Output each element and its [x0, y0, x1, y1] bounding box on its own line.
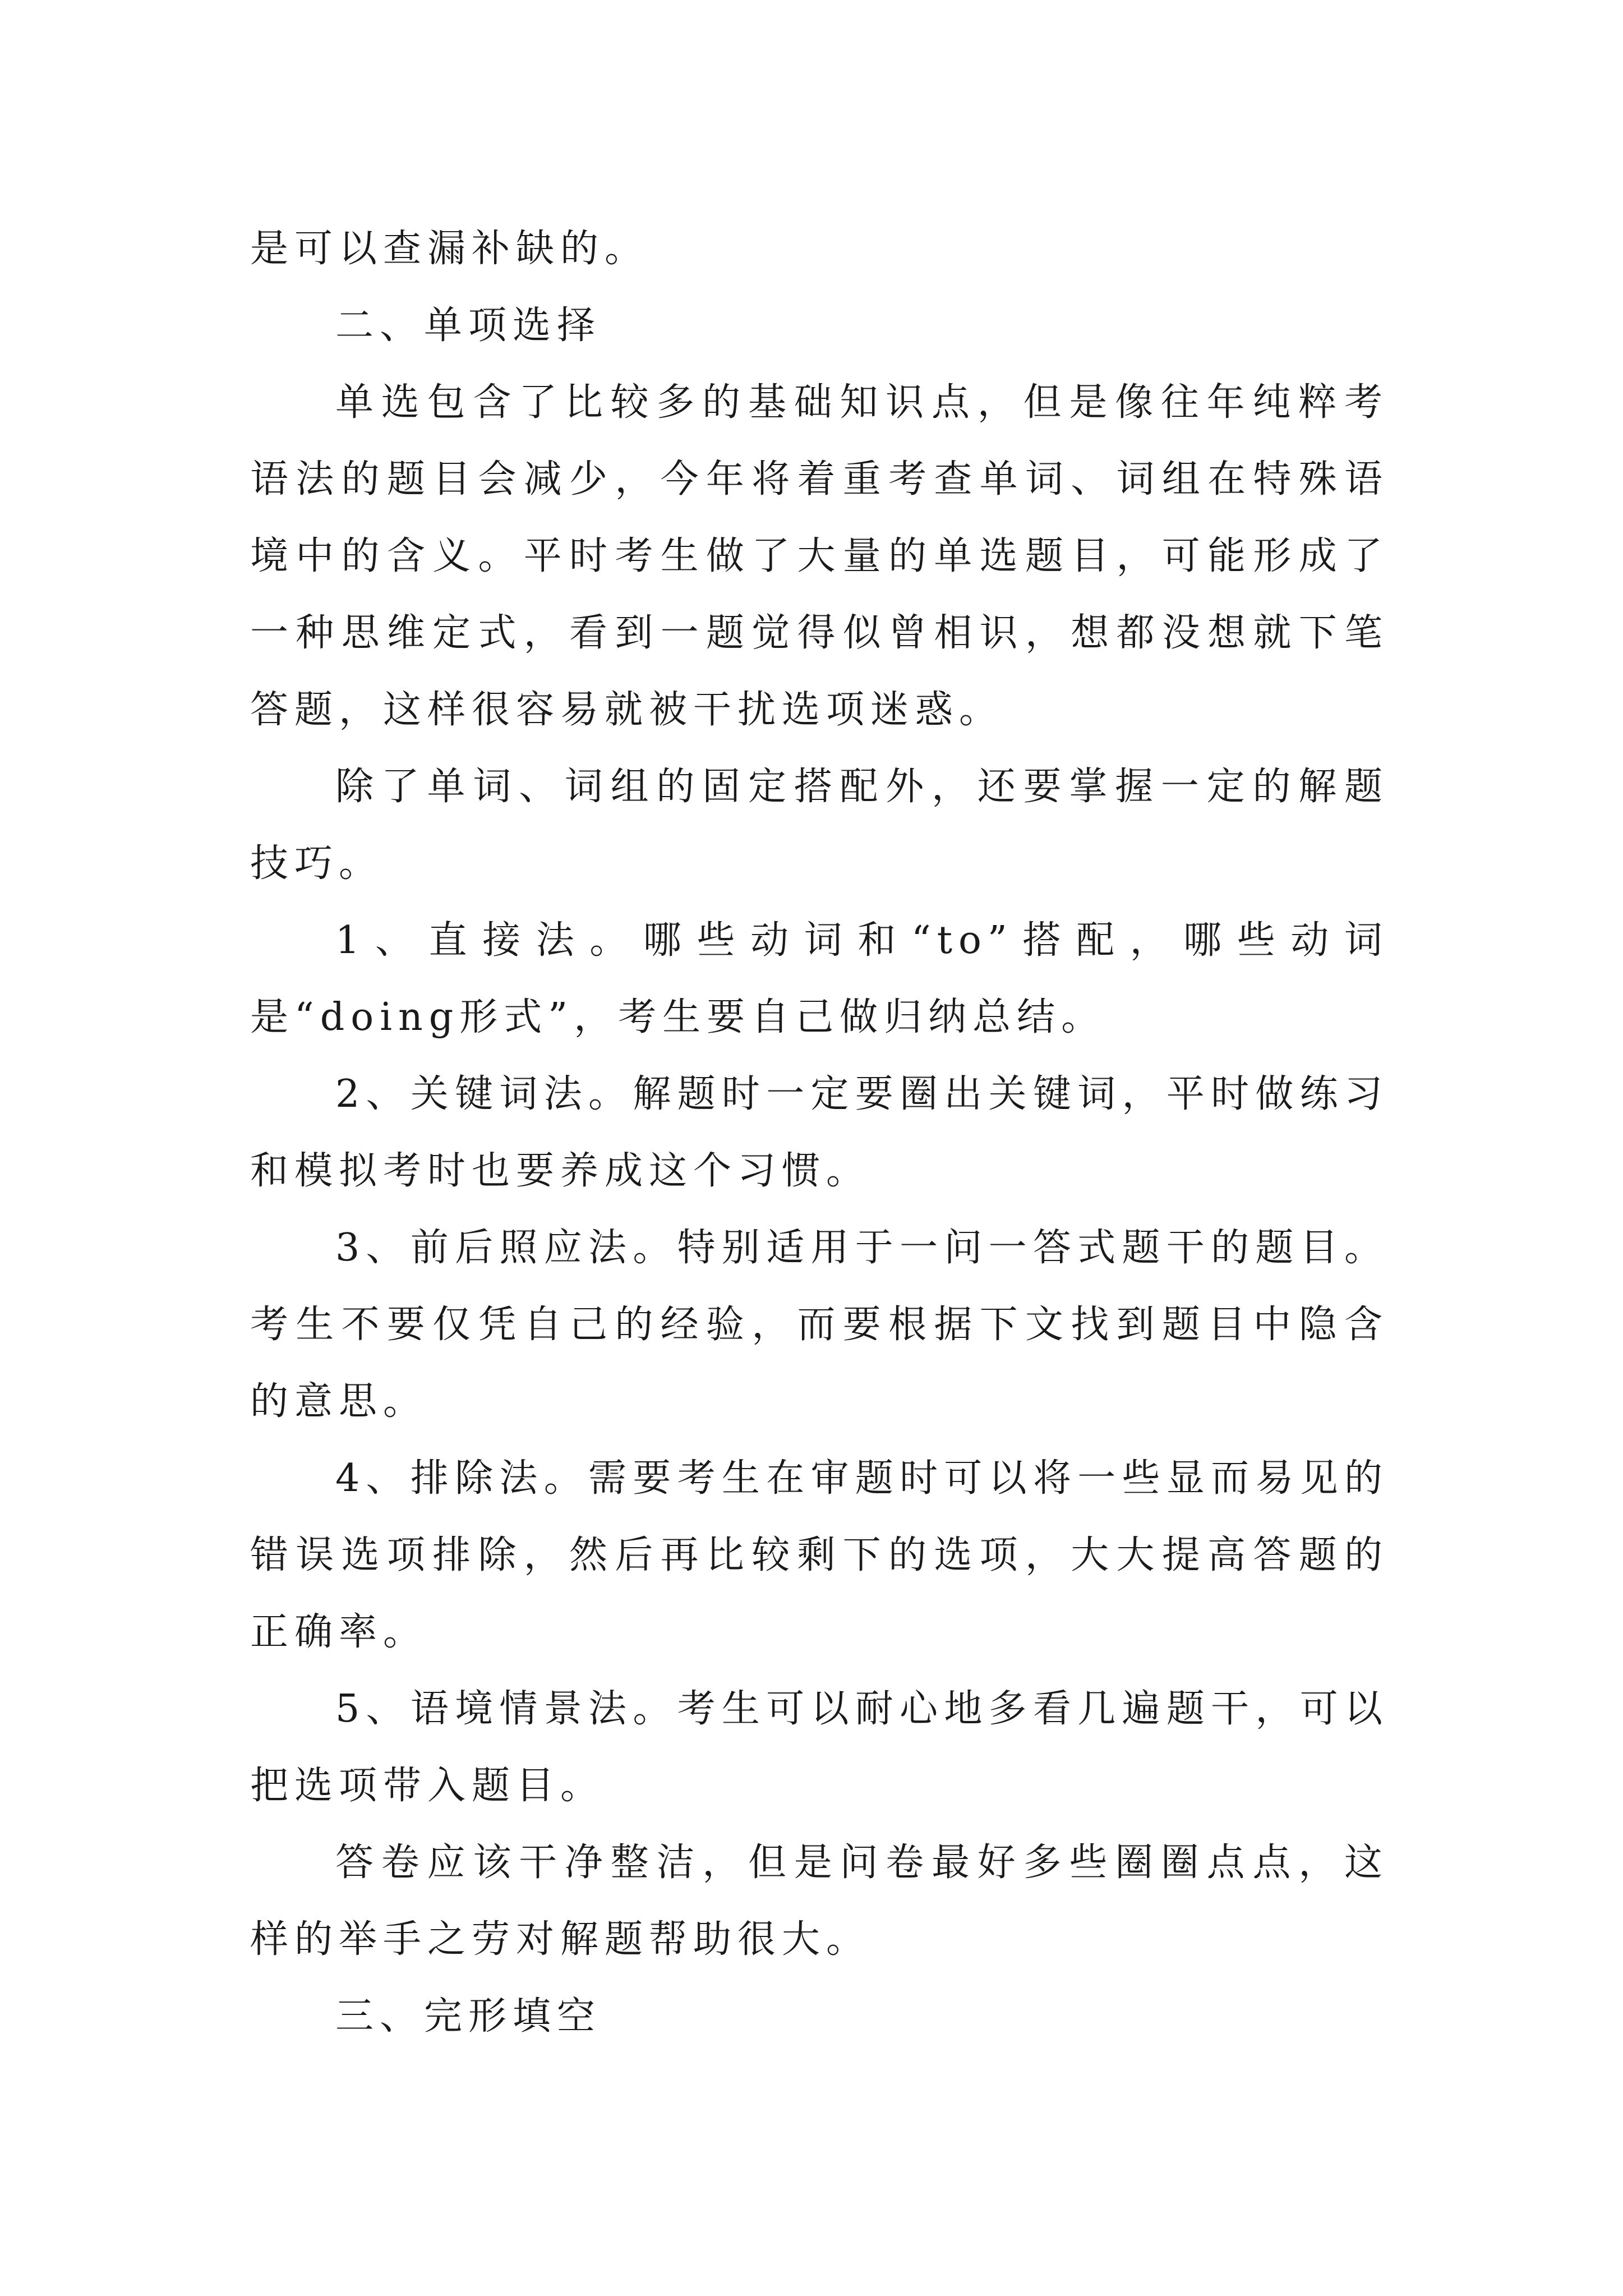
paragraph-keyword-method: 2、关键词法。解题时一定要圈出关键词，平时做练习和模拟考时也要养成这个习惯。 [250, 1072, 1389, 1193]
paragraph-situational-method: 5、语境情景法。考生可以耐心地多看几遍题干，可以把选项带入题目。 [250, 1687, 1389, 1808]
section-heading-single-choice: 二、单项选择 [335, 303, 602, 348]
paragraph-answer-sheet-tip: 答卷应该干净整洁，但是问卷最好多些圈圈点点，这样的举手之劳对解题帮助很大。 [250, 1841, 1389, 1962]
paragraph-elimination-method: 4、排除法。需要考生在审题时可以将一些显而易见的错误选项排除，然后再比较剩下的选项，大大提高答题的正确率。 [250, 1456, 1389, 1654]
paragraph-context-reference-method: 3、前后照应法。特别适用于一问一答式题干的题目。考生不要仅凭自己的经验，而要根据下文找到题目中隐含的意思。 [250, 1226, 1389, 1424]
paragraph-techniques-intro: 除了单词、词组的固定搭配外，还要掌握一定的解题技巧。 [250, 765, 1389, 886]
section-heading-cloze: 三、完形填空 [335, 1994, 602, 2039]
paragraph-continuation: 是可以查漏补缺的。 [250, 227, 649, 271]
paragraph-single-choice-intro: 单选包含了比较多的基础知识点，但是像往年纯粹考语法的题目会减少，今年将着重考查单词、词组在特殊语境中的含义。平时考生做了大量的单选题目，可能形成了一种思维定式，看到一题觉得似曾相识，想都没想就下笔答题，这样很容易就被干扰选项迷惑。 [250, 380, 1389, 732]
paragraph-direct-method: 1、直接法。哪些动词和“to”搭配，哪些动词是“doing形式”，考生要自己做归纳总结。 [250, 918, 1389, 1039]
